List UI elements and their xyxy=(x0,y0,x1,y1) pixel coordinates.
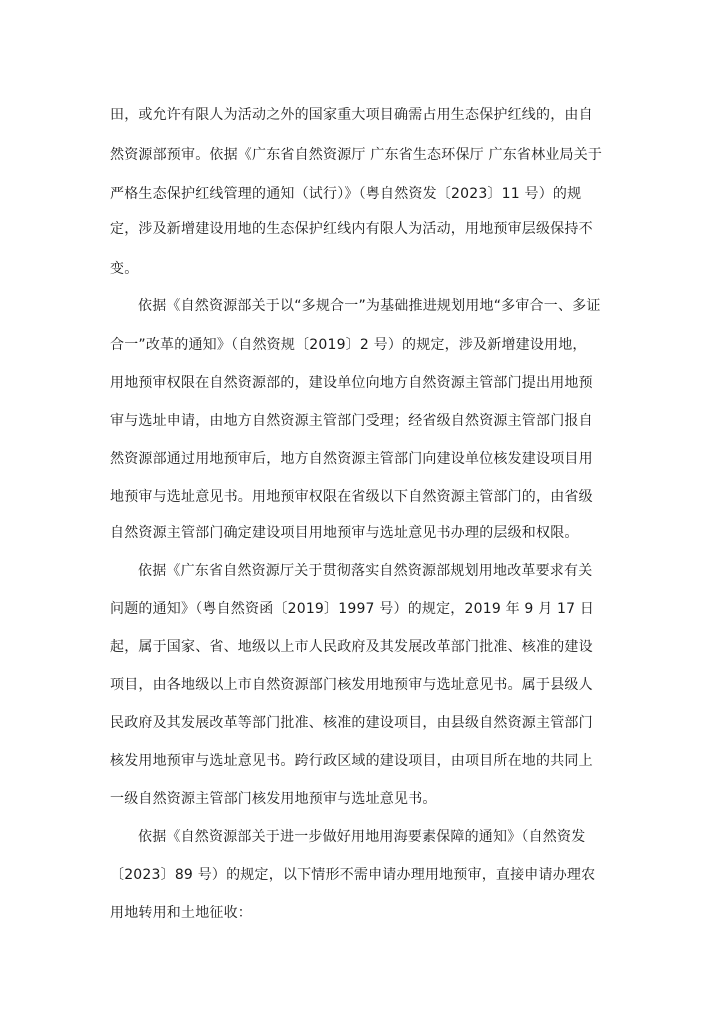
text-line: 民政府及其发展改革等部门批准、核准的建设项目，由县级自然资源主管部门 xyxy=(110,715,593,731)
text-line: 然资源部预审。依据《广东省自然资源厅 广东省生态环保厅 广东省林业局关于 xyxy=(110,147,603,163)
text-line: 〔2023〕89 号）的规定，以下情形不需申请办理用地预审，直接申请办理农 xyxy=(110,867,596,883)
paragraph-start-line: 依据《广东省自然资源厅关于贯彻落实自然资源部规划用地改革要求有关 xyxy=(138,563,593,579)
text-line: 严格生态保护红线管理的通知（试行）》（粤自然资发〔2023〕11 号）的规 xyxy=(110,186,582,202)
text-line: 自然资源主管部门确定建设项目用地预审与选址意见书办理的层级和权限。 xyxy=(110,525,579,541)
text-line: 用地预审权限在自然资源部的，建设单位向地方自然资源主管部门提出用地预 xyxy=(110,375,593,391)
text-line: 定，涉及新增建设用地的生态保护红线内有限人为活动，用地预审层级保持不 xyxy=(110,221,593,237)
text-line: 然资源部通过用地预审后，地方自然资源主管部门向建设单位核发建设项目用 xyxy=(110,451,593,467)
text-line: 变。 xyxy=(110,261,139,277)
text-line: 审与选址申请，由地方自然资源主管部门受理；经省级自然资源主管部门报自 xyxy=(110,413,593,429)
text-line: 问题的通知》（粤自然资函〔2019〕1997 号）的规定，2019 年 9 月 17 日 xyxy=(110,601,595,617)
text-line: 合一”改革的通知》（自然资规〔2019〕2 号）的规定，涉及新增建设用地， xyxy=(110,337,587,353)
text-line: 一级自然资源主管部门核发用地预审与选址意见书。 xyxy=(110,791,437,807)
text-line: 田，或允许有限人为活动之外的国家重大项目确需占用生态保护红线的，由自 xyxy=(110,107,593,123)
paragraph-start-line: 依据《自然资源部关于进一步做好用地用海要素保障的通知》（自然资发 xyxy=(138,829,586,845)
text-line: 地预审与选址意见书。用地预审权限在省级以下自然资源主管部门的，由省级 xyxy=(110,489,593,505)
text-line: 用地转用和土地征收： xyxy=(110,905,252,921)
text-line: 项目，由各地级以上市自然资源部门核发用地预审与选址意见书。属于县级人 xyxy=(110,677,593,693)
paragraph-start-line: 依据《自然资源部关于以“多规合一”为基础推进规划用地“多审合一、多证 xyxy=(138,298,601,314)
text-line: 核发用地预审与选址意见书。跨行政区域的建设项目，由项目所在地的共同上 xyxy=(110,753,593,769)
text-line: 起，属于国家、省、地级以上市人民政府及其发展改革部门批准、核准的建设 xyxy=(110,639,593,655)
